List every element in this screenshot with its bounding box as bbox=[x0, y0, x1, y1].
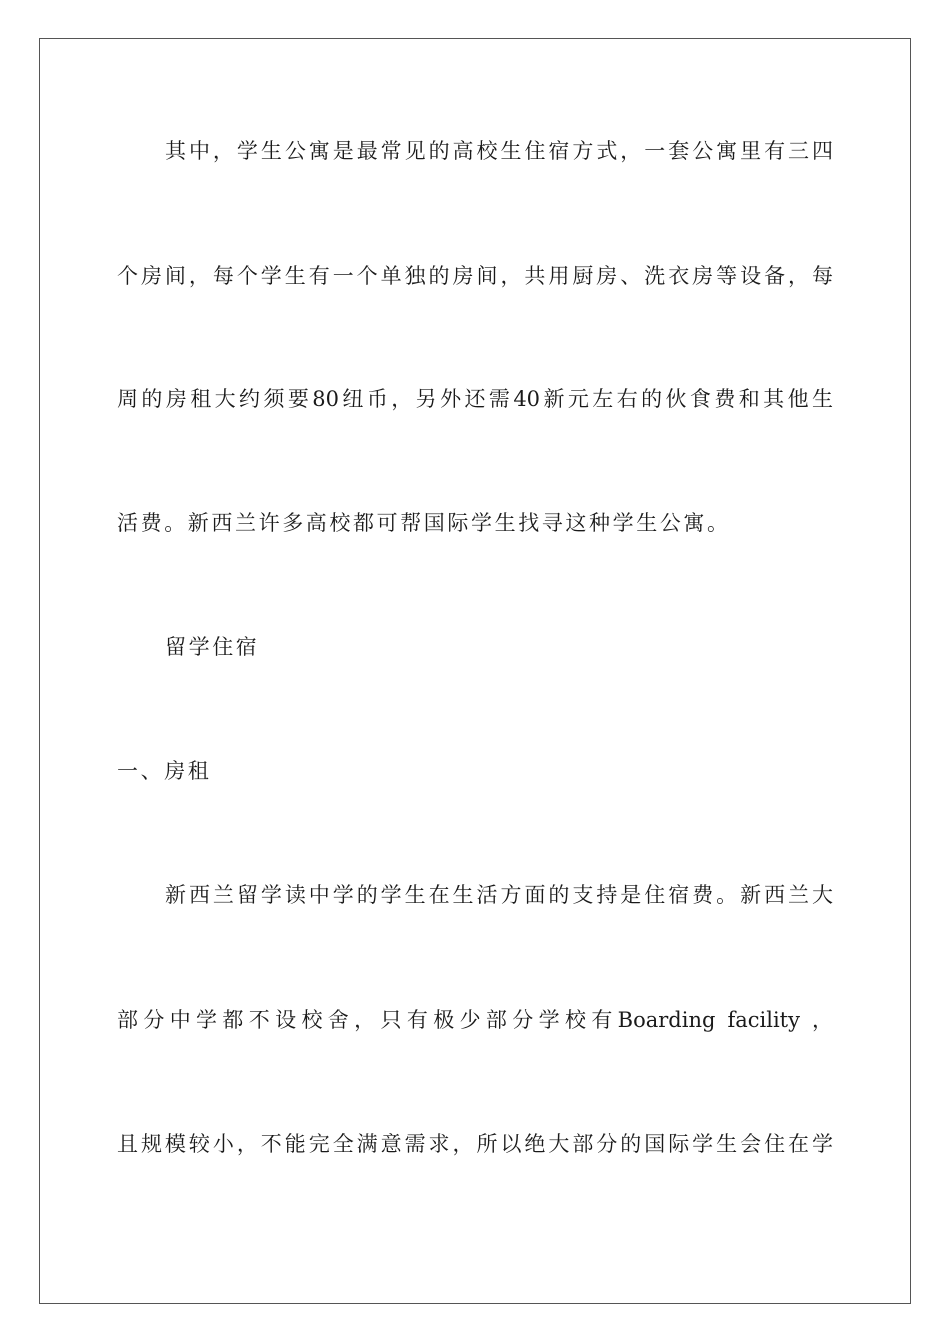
subsection-heading: 一、房租 bbox=[117, 759, 212, 783]
paragraph-line: 新西兰留学读中学的学生在生活方面的支持是住宿费。新西兰大 bbox=[165, 883, 833, 907]
paragraph-line: 活费。新西兰许多高校都可帮国际学生找寻这种学生公寓。 bbox=[117, 511, 731, 535]
section-heading: 留学住宿 bbox=[165, 635, 260, 659]
paragraph-line: 部分中学都不设校舍，只有极少部分学校有Boarding facility ， bbox=[117, 1008, 833, 1032]
paragraph-line: 周的房租大约须要80纽币，另外还需40新元左右的伙食费和其他生 bbox=[117, 387, 833, 411]
paragraph-line: 个房间，每个学生有一个单独的房间，共用厨房、洗衣房等设备，每 bbox=[117, 264, 833, 288]
paragraph-line: 且规模较小，不能完全满意需求，所以绝大部分的国际学生会住在学 bbox=[117, 1132, 833, 1156]
page-border bbox=[39, 38, 911, 1304]
paragraph-line: 其中，学生公寓是最常见的高校生住宿方式，一套公寓里有三四 bbox=[165, 139, 833, 163]
